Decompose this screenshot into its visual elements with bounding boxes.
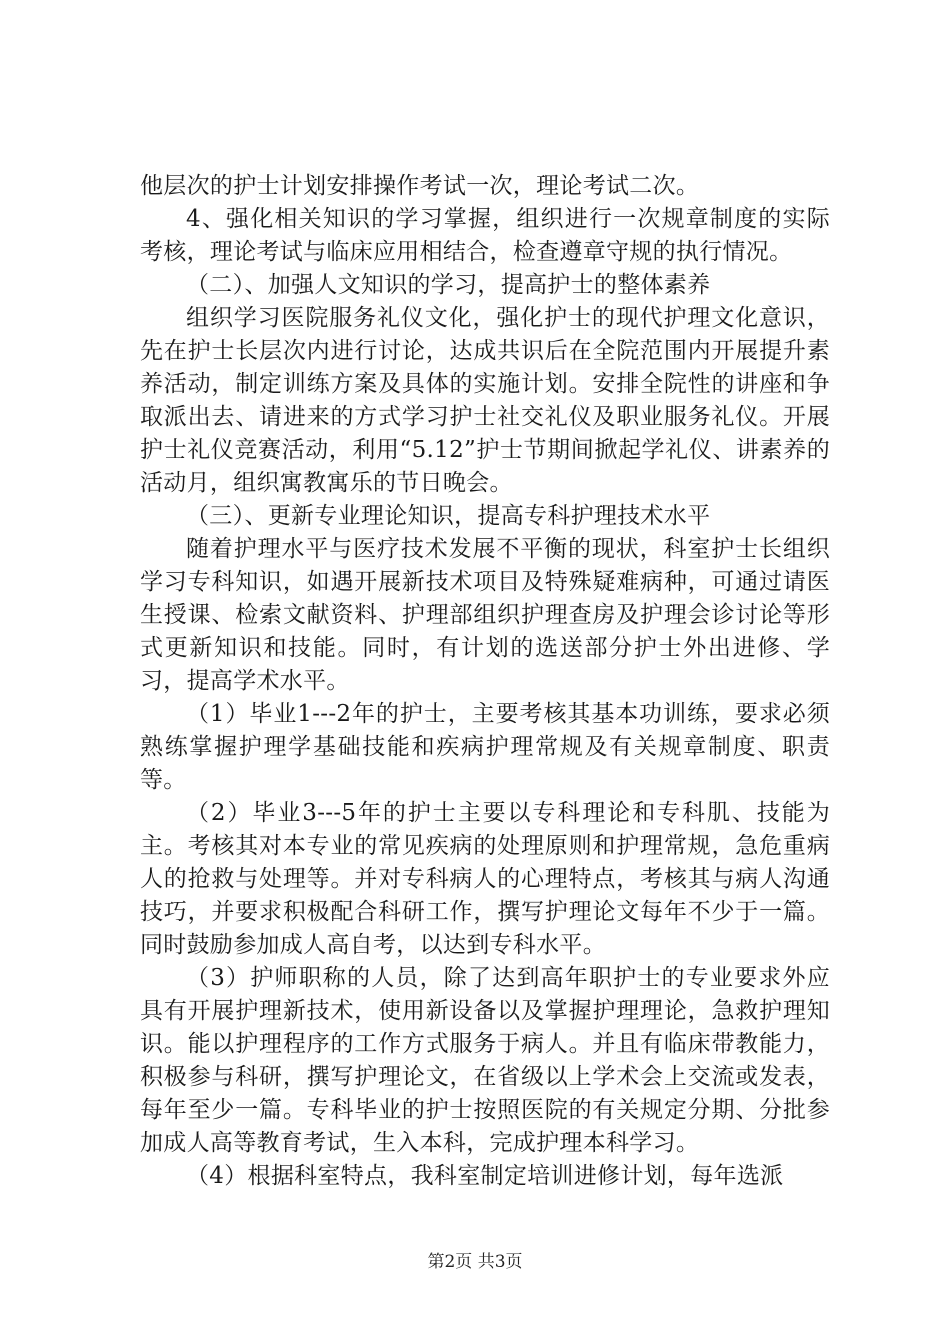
section-heading-3: （三）、更新专业理论知识，提高专科护理技术水平 bbox=[186, 503, 711, 529]
page-footer: 第2页 共3页 bbox=[427, 1252, 523, 1272]
paragraph-specialty: 随着护理水平与医疗技术发展不平衡的现状，科室护士长组织学习专科知识，如遇开展新技术项目及特殊疑难病种，可通过请医生授课、检索文献资料、护理部组织护理查房及护理会诊讨论等形式更新知识和技能。同时，有计划的选送部分护士外出进修、学习，提高学术水平。 bbox=[140, 536, 830, 694]
document-body bbox=[140, 170, 830, 1193]
paragraph-etiquette: 组织学习医院服务礼仪文化，强化护士的现代护理文化意识，先在护士长层次内进行讨论，达成共识后在全院范围内开展提升素养活动，制定训练方案及具体的实施计划。安排全院性的讲座和争取派出去、请进来的方式学习护士社交礼仪及职业服务礼仪。开展护士礼仪竞赛活动，利用“5.12”护士节期间掀起学礼仪、讲素养的活动月，组织寓教寓乐的节日晚会。 bbox=[140, 305, 830, 496]
section-heading-2: （二）、加强人文知识的学习，提高护士的整体素养 bbox=[186, 272, 711, 298]
paragraph-item-3: （3）护师职称的人员，除了达到高年职护士的专业要求外应具有开展护理新技术，使用新设备以及掌握护理理论，急救护理知识。能以护理程序的工作方式服务于病人。并且有临床带教能力，积极参与科研，撰写护理论文，在省级以上学术会上交流或发表，每年至少一篇。专科毕业的护士按照医院的有关规定分期、分批参加成人高等教育考试，生入本科，完成护理本科学习。 bbox=[140, 965, 830, 1156]
paragraph-item-4: 4、强化相关知识的学习掌握，组织进行一次规章制度的实际考核，理论考试与临床应用相结合，检查遵章守规的执行情况。 bbox=[140, 206, 830, 265]
paragraph-item-4-training: （4）根据科室特点，我科室制定培训进修计划，每年选派 bbox=[186, 1163, 784, 1189]
paragraph-continuation: 他层次的护士计划安排操作考试一次，理论考试二次。 bbox=[140, 173, 700, 199]
paragraph-item-2: （2）毕业3---5年的护士主要以专科理论和专科肌、技能为主。考核其对本专业的常见疾病的处理原则和护理常规，急危重病人的抢救与处理等。并对专科病人的心理特点，考核其与病人沟通技巧，并要求积极配合科研工作，撰写护理论文每年不少于一篇。同时鼓励参加成人高自考，以达到专科水平。 bbox=[140, 800, 830, 958]
paragraph-item-1: （1）毕业1---2年的护士，主要考核其基本功训练，要求必须熟练掌握护理学基础技能和疾病护理常规及有关规章制度、职责等。 bbox=[140, 701, 830, 793]
